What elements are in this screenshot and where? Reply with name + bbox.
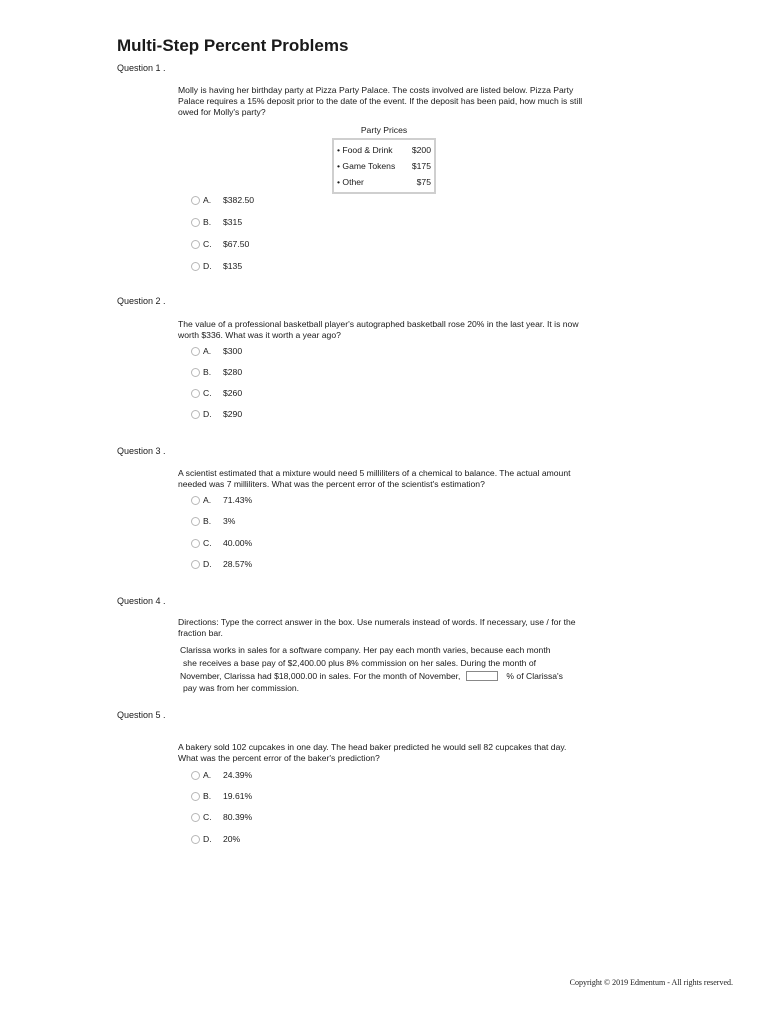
choice-letter: B. <box>203 367 212 377</box>
q3-choice-c[interactable] <box>191 537 252 549</box>
price-value: $75 <box>416 177 431 187</box>
choice-letter: D. <box>203 409 212 419</box>
radio-button[interactable] <box>191 389 200 398</box>
choice-letter: B. <box>203 516 212 526</box>
radio-button[interactable] <box>191 368 200 377</box>
question-4-label: Question 4 . <box>117 596 166 606</box>
choice-letter: D. <box>203 559 212 569</box>
question-1-stem: Molly is having her birthday party at Pizza Party Palace. The costs involved are listed below. Pizza Party Palace requires a 15% deposit prior to the date of the event. If the deposit has been paid, how much is still owed for Molly's party? <box>178 85 583 117</box>
question-4-directions: Directions: Type the correct answer in the box. Use numerals instead of words. If necessary, use / for the fraction bar. <box>178 617 576 638</box>
question-5-stem: A bakery sold 102 cupcakes in one day. The head baker predicted he would sell 82 cupcakes that day. What was the percent error of the baker's prediction? <box>178 742 567 763</box>
question-5-label: Question 5 . <box>117 710 166 720</box>
radio-button[interactable] <box>191 539 200 548</box>
choice-text: $382.50 <box>223 195 255 205</box>
party-prices-table <box>332 125 436 194</box>
price-value: $200 <box>411 145 431 155</box>
choice-letter: D. <box>203 261 212 271</box>
price-item: • Game Tokens <box>337 161 396 171</box>
passage-text: % of Clarissa's <box>506 670 563 681</box>
table-row <box>337 174 431 190</box>
q1-choice-b[interactable] <box>191 216 242 228</box>
choice-letter: D. <box>203 834 212 844</box>
q1-choice-a[interactable] <box>191 194 254 206</box>
choice-letter: C. <box>203 538 212 548</box>
q3-choice-b[interactable] <box>191 515 235 527</box>
choice-text: 19.61% <box>223 791 253 801</box>
choice-text: 71.43% <box>223 495 253 505</box>
table-row <box>337 158 431 174</box>
q2-choice-b[interactable] <box>191 366 242 378</box>
page-title: Multi-Step Percent Problems <box>117 36 349 55</box>
question-2-stem: The value of a professional basketball player's autographed basketball rose 20% in the last year. It is now worth $336. What was it worth a year ago? <box>178 319 579 340</box>
radio-button[interactable] <box>191 347 200 356</box>
answer-input[interactable] <box>466 671 498 681</box>
q1-choice-c[interactable] <box>191 238 249 250</box>
choice-text: $315 <box>223 217 243 227</box>
q2-choice-a[interactable] <box>191 345 242 357</box>
choice-text: $290 <box>223 409 243 419</box>
fill-in-blank-passage <box>180 644 580 695</box>
question-2-label: Question 2 . <box>117 296 166 306</box>
choice-letter: A. <box>203 770 212 780</box>
q1-choice-d[interactable] <box>191 260 242 272</box>
choice-text: $280 <box>223 367 243 377</box>
copyright-footer: Copyright © 2019 Edmentum - All rights reserved. <box>569 978 733 987</box>
choice-letter: A. <box>203 195 212 205</box>
choice-letter: B. <box>203 217 212 227</box>
choice-text: $260 <box>223 388 243 398</box>
radio-button[interactable] <box>191 792 200 801</box>
choice-letter: C. <box>203 388 212 398</box>
choice-text: 40.00% <box>223 538 253 548</box>
q5-choice-c[interactable] <box>191 811 252 823</box>
radio-button[interactable] <box>191 560 200 569</box>
q2-choice-c[interactable] <box>191 387 242 399</box>
party-prices-box <box>332 138 436 194</box>
price-item: • Food & Drink <box>337 145 393 155</box>
radio-button[interactable] <box>191 262 200 271</box>
radio-button[interactable] <box>191 218 200 227</box>
passage-line <box>180 670 580 683</box>
passage-line: pay was from her commission. <box>183 683 300 694</box>
q3-choice-d[interactable] <box>191 558 252 570</box>
passage-line: Clarissa works in sales for a software company. Her pay each month varies, because each month <box>180 645 551 655</box>
q2-choice-d[interactable] <box>191 408 242 420</box>
choice-text: 28.57% <box>223 559 253 569</box>
choice-text: $67.50 <box>223 239 250 249</box>
radio-button[interactable] <box>191 196 200 205</box>
party-prices-caption: Party Prices <box>360 125 408 135</box>
radio-button[interactable] <box>191 835 200 844</box>
question-1-label: Question 1 . <box>117 63 166 73</box>
price-item: • Other <box>337 177 364 187</box>
choice-text: $300 <box>223 346 243 356</box>
radio-button[interactable] <box>191 410 200 419</box>
choice-text: 20% <box>223 834 241 844</box>
q5-choice-a[interactable] <box>191 769 252 781</box>
passage-line: she receives a base pay of $2,400.00 plus 8% commission on her sales. During the month of <box>183 657 537 668</box>
choice-letter: C. <box>203 239 212 249</box>
question-3-stem: A scientist estimated that a mixture would need 5 milliliters of a chemical to balance. The actual amount needed was 7 milliliters. What was the percent error of the scientist's estimation? <box>178 468 571 489</box>
q5-choice-b[interactable] <box>191 790 252 802</box>
choice-letter: A. <box>203 495 212 505</box>
table-row <box>337 142 431 158</box>
choice-text: $135 <box>223 261 243 271</box>
radio-button[interactable] <box>191 496 200 505</box>
choice-text: 3% <box>223 516 236 526</box>
passage-text: November, Clarissa had $18,000.00 in sales. For the month of November, <box>180 670 461 681</box>
choice-text: 24.39% <box>223 770 253 780</box>
q3-choice-a[interactable] <box>191 494 252 506</box>
radio-button[interactable] <box>191 813 200 822</box>
choice-letter: C. <box>203 812 212 822</box>
radio-button[interactable] <box>191 240 200 249</box>
q5-choice-d[interactable] <box>191 833 240 845</box>
choice-letter: B. <box>203 791 212 801</box>
price-value: $175 <box>411 161 431 171</box>
choice-letter: A. <box>203 346 212 356</box>
question-3-label: Question 3 . <box>117 446 166 456</box>
radio-button[interactable] <box>191 771 200 780</box>
choice-text: 80.39% <box>223 812 253 822</box>
radio-button[interactable] <box>191 517 200 526</box>
